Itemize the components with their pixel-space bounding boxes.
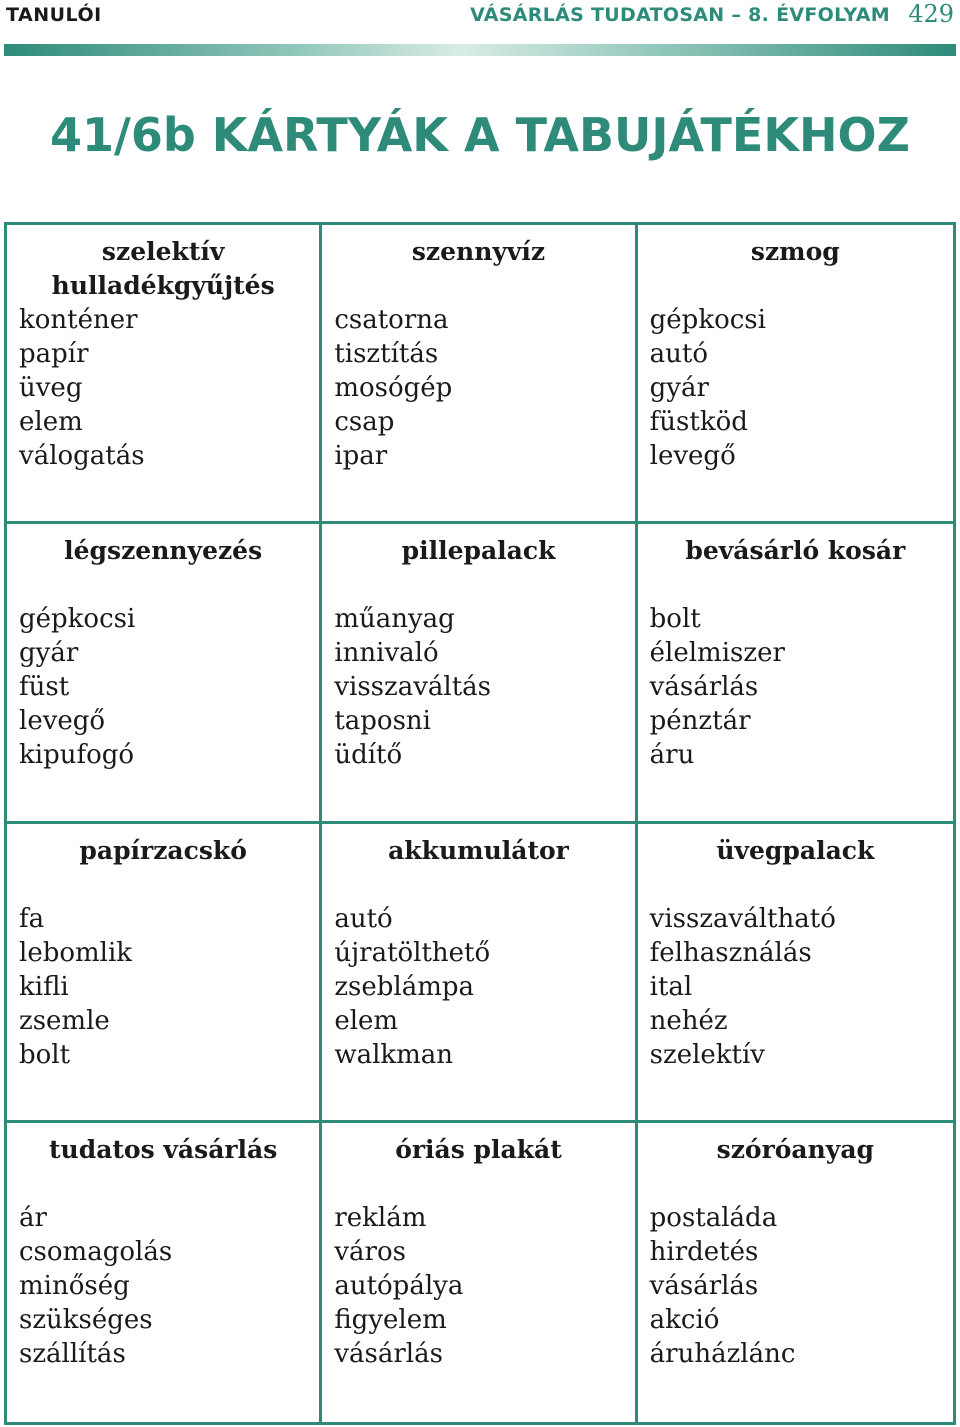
taboo-word-list: [650, 902, 941, 1072]
section-label: TANULÓI: [6, 4, 102, 26]
taboo-word-list: [334, 1201, 622, 1371]
card-title: üvegpalack: [716, 835, 875, 865]
taboo-word: visszaváltás: [334, 672, 492, 703]
taboo-word: innivaló: [334, 638, 439, 669]
taboo-word: szükséges: [19, 1304, 153, 1335]
taboo-card: [7, 1123, 322, 1422]
taboo-card: [322, 1123, 637, 1422]
taboo-card: [322, 824, 637, 1123]
taboo-word: autó: [334, 903, 393, 934]
taboo-word-list: [19, 1201, 307, 1371]
taboo-word-list: [334, 602, 622, 772]
taboo-word: levegő: [19, 706, 106, 737]
card-title: tudatos vásárlás: [48, 1134, 278, 1164]
taboo-word: gyár: [19, 638, 79, 669]
taboo-word-list: [334, 303, 622, 473]
taboo-word: minőség: [19, 1270, 130, 1301]
taboo-word: figyelem: [334, 1304, 447, 1335]
taboo-word: elem: [19, 407, 83, 437]
taboo-word: postaláda: [649, 1202, 778, 1233]
taboo-word: felhasználás: [649, 937, 812, 968]
taboo-word: üdítő: [334, 740, 403, 771]
taboo-card: [7, 225, 322, 524]
taboo-word: zseblámpa: [334, 971, 475, 1002]
taboo-word: walkman: [334, 1039, 454, 1070]
taboo-word-list: [19, 902, 307, 1072]
taboo-word: kipufogó: [19, 740, 135, 771]
taboo-card: [7, 824, 322, 1123]
taboo-word: autópálya: [334, 1270, 464, 1301]
taboo-word: akció: [649, 1304, 720, 1335]
taboo-card: [322, 524, 637, 823]
taboo-word: áru: [649, 740, 695, 771]
taboo-word: bolt: [649, 604, 701, 635]
taboo-word: vásárlás: [649, 1270, 759, 1301]
taboo-word-list: [650, 1201, 941, 1371]
taboo-word: taposni: [334, 706, 431, 737]
taboo-word: nehéz: [649, 1005, 728, 1036]
page-number: 429: [908, 0, 954, 28]
card-title: óriás plakát: [395, 1134, 562, 1164]
running-title: VÁSÁRLÁS TUDATOSAN – 8. ÉVFOLYAM: [470, 4, 890, 26]
taboo-word: újratölthető: [334, 937, 491, 968]
taboo-word: műanyag: [334, 604, 455, 635]
taboo-word: kifli: [19, 971, 69, 1002]
taboo-card: [638, 225, 953, 524]
taboo-card: [638, 824, 953, 1123]
page-title: 41/6b KÁRTYÁK A TABUJÁTÉKHOZ: [50, 108, 910, 162]
taboo-word: üveg: [19, 373, 83, 403]
card-title: szennyvíz: [411, 237, 546, 266]
card-grid: [4, 222, 956, 1425]
taboo-word: áruházlánc: [649, 1338, 796, 1369]
taboo-word: autó: [649, 339, 709, 369]
taboo-word: hirdetés: [649, 1236, 759, 1267]
taboo-word: válogatás: [19, 441, 145, 471]
taboo-word: gyár: [649, 373, 709, 403]
taboo-word: papír: [19, 339, 89, 369]
card-title: légszennyezés: [64, 536, 263, 566]
taboo-word: levegő: [649, 441, 736, 471]
taboo-card: [638, 1123, 953, 1422]
card-title: papírzacskó: [79, 835, 247, 865]
card-title: akkumulátor: [388, 835, 569, 865]
taboo-word: lebomlik: [19, 937, 133, 968]
taboo-word: ár: [19, 1202, 47, 1233]
taboo-card: [7, 524, 322, 823]
taboo-word-list: [19, 602, 307, 772]
taboo-word: gépkocsi: [19, 604, 136, 635]
taboo-word: élelmiszer: [649, 638, 785, 669]
taboo-word: csomagolás: [19, 1236, 173, 1267]
taboo-word: fa: [19, 903, 45, 934]
card-title: bevásárló kosár: [685, 536, 906, 566]
card-title: szmog: [750, 237, 840, 266]
card-title: szóróanyag: [716, 1134, 875, 1164]
card-title: szelektív hulladékgyűjtés: [51, 237, 275, 300]
header-rule: [4, 44, 956, 56]
taboo-word: reklám: [334, 1202, 427, 1233]
taboo-card: [322, 225, 637, 524]
taboo-word-list: [650, 602, 941, 772]
taboo-card: [638, 524, 953, 823]
taboo-word-list: [334, 902, 622, 1072]
taboo-word: tisztítás: [334, 339, 439, 369]
taboo-word: csap: [334, 407, 395, 437]
taboo-word: pénztár: [649, 706, 751, 737]
taboo-word: vásárlás: [334, 1338, 443, 1369]
taboo-word: szállítás: [19, 1338, 126, 1369]
taboo-word: füst: [19, 672, 70, 703]
taboo-word: ipar: [334, 441, 388, 471]
taboo-word: ital: [649, 971, 693, 1002]
taboo-word-list: [19, 303, 307, 473]
taboo-word: visszaváltható: [649, 903, 836, 934]
taboo-word-list: [650, 303, 941, 473]
taboo-word: mosógép: [334, 373, 453, 403]
taboo-word: város: [334, 1236, 406, 1267]
taboo-word: füstköd: [649, 407, 748, 437]
page-header: [0, 0, 960, 34]
taboo-word: zsemle: [19, 1005, 110, 1036]
taboo-word: bolt: [19, 1039, 71, 1070]
taboo-word: elem: [334, 1005, 399, 1036]
taboo-word: csatorna: [334, 305, 449, 335]
taboo-word: konténer: [19, 305, 138, 335]
taboo-word: vásárlás: [649, 672, 759, 703]
taboo-word: gépkocsi: [649, 305, 766, 335]
taboo-word: szelektív: [649, 1039, 765, 1070]
card-title: pillepalack: [401, 536, 556, 566]
